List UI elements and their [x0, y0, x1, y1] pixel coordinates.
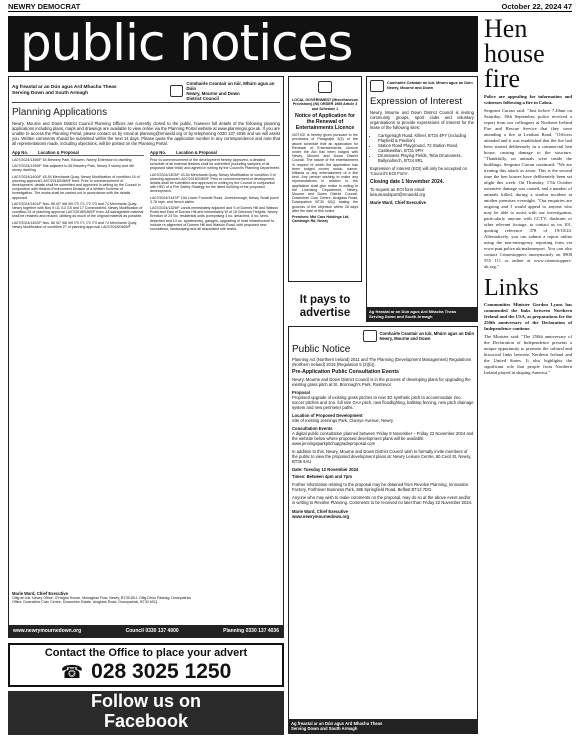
phone-icon: ☎	[60, 661, 84, 682]
eoi-closing: Closing date 1 November 2024.	[370, 179, 444, 185]
links-headline: Links	[484, 275, 539, 301]
issue-date: October 22, 2024 47	[501, 2, 572, 11]
notice-officer: Marie Ward, Chief Executive	[292, 509, 348, 514]
notice-venue: In addition to this, Newry, Mourne and Down District Council wish to formally invite members of the public to view the proposed development plans at: Newry Leisure Centre, 60 Cecil St, Newry, BT35 6AU	[292, 449, 472, 464]
story-headline: Hen house fire	[484, 14, 545, 93]
notice-date: Date: Tuesday 12 November 2024	[292, 467, 359, 472]
council-bar-irish: Ag freastal ar an Dún agus Ard Mhacha Theas	[369, 309, 457, 314]
council-bar-english: Serving Down and South Armagh	[369, 314, 433, 319]
contact-advert	[8, 643, 284, 687]
brand-irish: Comhairle Ceantair an Iúir, Mhúrn agus an Dúin	[186, 80, 275, 91]
planning-entry: LA07/2024/1399/F Site adjacent to 56 Brewery Park, Newry 3 storey and 4th storey dwelling	[12, 164, 134, 173]
planning-entry: LA07/2024/1403/F 43-54 Merchants Quay, Newry Modification of condition 3 of planning approval LA07/2018/0469/F. Prior to commencement of development, details shall be submitted and approved in writing by the Council in conjunction with HED of a Fire Safety Strategy for the listed building of the proposed development.	[150, 172, 276, 194]
pays-to-advertise	[288, 294, 362, 320]
council-crest-icon	[170, 85, 183, 97]
col-header-location: Location & Proposal	[38, 150, 79, 155]
brand-name: Newry, Mourne and Down	[379, 336, 431, 341]
council-crest-icon	[363, 330, 377, 342]
council-bar-english: Serving Down and South Armagh	[291, 726, 358, 731]
notice-consultation-heading: Consultation Events	[292, 426, 333, 431]
brand-name: Newry, Mourne and Down	[387, 86, 434, 90]
notice-comments: Anyone who may wish to make comments on the proposal, may do so at the above event and/or in writing to Revolve Planning. Comments to be received no later than Friday 22 November 2024.	[292, 495, 473, 505]
eoi-intro: Newry, Mourne and Down District Council is inviting community groups, sport clubs and voluntary organisations to provide expressions of interest for the lease of the following sites:	[370, 110, 474, 130]
eoi-site: • Carrigenagh Road, Killeel, BT34 4PY (including Playfield & Pavilion)	[378, 133, 474, 143]
notice-sub: Pre-Application Public Consultation Events	[292, 369, 399, 375]
col-header-appno: App No.	[12, 150, 29, 155]
eoi-officer: Marie Ward, Chief Executive	[370, 200, 426, 205]
eoi-note: Expression of interest (EOI) will only be accepted on 'Council's EOI Form'.	[370, 166, 468, 176]
council-crest-icon	[318, 81, 332, 93]
follow-us-text: Follow us on	[91, 691, 201, 711]
notice-location-heading: Location of Proposed Development	[292, 413, 363, 418]
licence-body: NOTICE is hereby given pursuant to the provisions of Paragraph 3(3) of the above schedule that an application for Renewal of Entertainments Licence under the Act has been lodged with Newry, Mourne and Down District Council. The nature of the entertainment in respect of which the application has been lodged covers music, dance, billiards or any entertainment of a like kind. Any person wishing to make any representations in relation to the application shall give notice in writing to the Licensing Department, Newry, Mourne and Down District Council, Downshire Civic Centre, Ardglass Road, Downpatrick BT30 6GQ stating the grounds of the objection within 28 days after the date of this notice.	[292, 133, 358, 213]
contact-phone: 028 3025 1250	[91, 660, 232, 683]
section-banner: public notices	[8, 16, 478, 72]
header-rule	[8, 11, 572, 12]
story-body: Sergeant Curran said: "Just before 7.40am on Saturday, 19th September, police received a report from our colleagues at Northern Ireland Fire and Rescue Service that they were attending a fire at Letalian Road. "Officers attended and it was established that the fire had been started deliberately in a commercial hen house, causing damage to the structure. "Thankfully, no animals were inside the buildings. Sergeant Curran continued: "We are treating this attack as arson. This is the second time the hen houses have deliberately been set alight this week. On Thursday, 17th October extensive damage was caused, and a number of animals killed, during a similar incident at another premises overnight. "Our enquiries are ongoing and I would appeal to anyone who may be able to assist with our investigation, particularly anyone with CCTV, dashcam or other relevant footage, to contact us on 101, quoting reference 378 of 19/10/24. Alternatively, you can submit a report online using the non-emergency reporting form via www.psni.police.uk/makeareport. You can also contact Crimestoppers anonymously on 0800 555 111 or online at www.crimestoppers-uk.org."	[484, 108, 572, 269]
eoi-request: To request an EOI form email leisureandsport@nmandd.org	[370, 187, 426, 197]
licence-signoff: Premises: Mid Cars Holdings Ltd, Camlough Rd, Newry	[292, 215, 350, 224]
footer-planning-phone: Planning 0330 137 4036	[223, 628, 279, 634]
col-header-location: Location & Proposal	[176, 150, 217, 155]
planning-intro: Newry, Mourne and Down District Council Planning Offices are currently closed to the public, however full details of the following planning applications including plans, maps and drawings are available to view online via the Planning Portal website at www.planningni.gov.uk. If you are unable to access the Planning Portal, please contact us by email at planning@nmandd.org or by telephoning 0330 137 4036 and we will assist you. Written comments should be submitted within the next 14 days. Please quote the application number in any correspondence and note that all representations made, including objections, will be posted on the Planning Portal.	[12, 121, 280, 146]
planning-entry: LA07/2024/1398/F 54 Brewery Park, Killowen, Newry Extension to dwelling	[12, 158, 132, 162]
notice-times: Times: Between 4pm and 7pm	[292, 474, 352, 479]
planning-entry: Prior to commencement of the development hereby approved, a detailed schedule of all external finishes shall be submitted (including samples of all proposed slate brick) and agreed in writing by the Council's Planning Department.	[150, 158, 280, 171]
notice-website: www.newrymournedown.org	[292, 514, 350, 519]
planning-entry: LA07/2024/1400/F 45-54 Merchants Quay, Newry Modification of condition 16 of planning approval LA07/2018/0469/F from: Prior to commencement of development, details shall be submitted and approved in writing by the Council in conjunction with Historic Environment Division of a Written Scheme of Investigation. The works shall be carried out in accordance with the details approved.	[12, 174, 141, 200]
eoi-site: • Drumaness Playing Fields, Teba Drumaness, Ballynahinch, BT24 8RL	[378, 153, 474, 163]
notice-location: Site of existing Jennings Park, Clanrye Avenue, Newry.	[292, 418, 394, 423]
links-lead: Communities Minister Gordon Lyons has commended the links between Northern Ireland and the USA, as preparations for the 250th anniversary of the Declaration of Independence continue.	[484, 302, 572, 331]
brand-sub: District Council	[186, 96, 219, 102]
notice-lead: Planning Act (Northern Ireland) 2011 and The Planning (Development Management) Regulations (Northern Ireland) 2015 (Regulation 5 (2)(b)).	[292, 357, 472, 367]
notice-proposal-heading: Proposal	[292, 390, 310, 395]
brand-irish: Comhairle Ceantair an Iúir, Mhúrn agus an Dúin	[379, 331, 474, 336]
links-body: The Minister said: "The 250th anniversary of the Declaration of Independence presents a unique opportunity to promote the cultural and historical links between Northern Ireland and the United States. It also highlights the significant role that people from Northern Ireland played in shaping America."	[484, 334, 572, 375]
eoi-title: Expression of Interest	[370, 96, 462, 107]
planning-entry: LA07/2024/1401/F Nos. 66 /67 /68 /69 /70 /71 /72 /73 and 74 Merchants Quay, Newry together with Nos 9 /11 /13 /15 and 17 Commonfield, Newry Modification of condition 24 of planning approval LA07/2018/0469/F from: All salvageable material shall be retained and reused, utilising as much of the original material as possible.	[12, 201, 144, 219]
footer-council-phone: Council 0330 137 4000	[125, 628, 179, 634]
notice-info: Further information relating to the proposal may be obtained from Revolve Planning, Innovation Factory, Forthriver Business Park, 385 Springfield Road, Belfast BT12 7DG.	[292, 482, 469, 492]
pays-text-1: It pays to	[299, 294, 351, 306]
public-notice	[288, 326, 478, 734]
planning-officer: Marie Ward, Chief Executive	[12, 591, 68, 596]
planning-entry: LA07/2024/1347/F 19A Lower Fourmile Road, Jonesborough, Newry Small porch 3.78 sqm. and french aisles	[150, 195, 280, 204]
eoi-site: • Station Road Playground, 72 Station Road, Castlewellan, BT31 9PH	[378, 143, 474, 153]
facebook-advert	[8, 691, 284, 735]
planning-entry: LA07/2024/1402/F Nos. 66 /67 /68 /69 /70 /71 /72 /73 and 74 Merchants Quay, Newry Modification of condition 27 of planning approval LA07/2018/0469/F	[12, 220, 138, 229]
brand-name: Newry, Mourne and Down	[186, 91, 240, 96]
notice-consultation: A digital public consultation planned between Friday 8 November – Friday 22 November 2024 and the website below where proposed development plans will be available: www.jenningsparkpitchupgradeproposal.com	[292, 431, 474, 446]
licence-notice	[288, 76, 362, 282]
council-bar-irish: Ag freastal ar an Dún agus Ard Mhacha Theas	[12, 85, 117, 90]
contact-title: Contact the Office to place your advert	[44, 647, 248, 659]
council-bar-irish: Ag freastal ar an Dún agus Ard Mhacha Theas	[291, 721, 383, 726]
planning-address: Oifig an Iúir, Newry Office: O'Hagan House, Monaghan Row, Newry, BT35 8DJ. Oifig Dhún Pádraig, Downpatrick Office: Downshire Civic Centre, Downshire Estate, Ardglass Road, Downpatrick, BT30 6GQ.	[12, 596, 192, 605]
news-column	[484, 16, 572, 376]
notice-para: Newry, Mourne and Down District Council is in the process of developing plans for upgrading the existing grass pitch at St. Bronnagh's Park, Rostrevor.	[292, 377, 471, 387]
planning-entry: LA07/2024/1329/F Lands immediately adjacent and S of Dornes Hill and Watson Road and East of Dornes Hill and immediately W of 18 Glenrock Heights, Newry Erection of 24 No. residential units (comprising 4 no. detached, 6 no. semi-detached and 14 no. apartments), garages, upgrading of road infrastructure to include re-alignment of Dornes Hill and Watson Road, with proposed new roundabout, landscaping and all associated site works.	[150, 206, 279, 232]
planning-title: Planning Applications	[12, 107, 108, 118]
planning-notice	[8, 76, 284, 638]
council-crest-icon	[370, 80, 384, 92]
council-bar-english: Serving Down and South Armagh	[12, 91, 89, 96]
footer-website: www.newrymournedown.org	[13, 628, 82, 634]
licence-kicker: LOCAL GOVERNMENT (Miscellaneous Provisions) (NI) ORDER 1985 Article 3 and Schedule 1	[292, 98, 358, 111]
notice-proposal: Proposed upgrade of existing grass pitches to new 3G synthetic pitch to accommodate 2no. soccer pitches and 1no. full size GAA pitch, new floodlighting, ballstop fencing, new pitch drainage system and new perimeter paths.	[292, 395, 474, 410]
expression-of-interest	[366, 76, 478, 322]
facebook-text: Facebook	[103, 711, 189, 731]
notice-title: Public Notice	[292, 344, 351, 355]
brand-irish: Comhairle Ceantair an Iúir, Mhúrn agus an Dúin	[387, 81, 473, 86]
story-lead: Police are appealing for information and witnesses following a fire in Cabra.	[484, 94, 572, 105]
col-header-appno: App No.	[150, 150, 167, 155]
licence-title: Notice of Application for the Renewal of Entertainments Licence	[294, 113, 356, 132]
newspaper-name: NEWRY DEMOCRAT	[8, 2, 81, 11]
pays-text-2: advertise	[299, 307, 351, 319]
